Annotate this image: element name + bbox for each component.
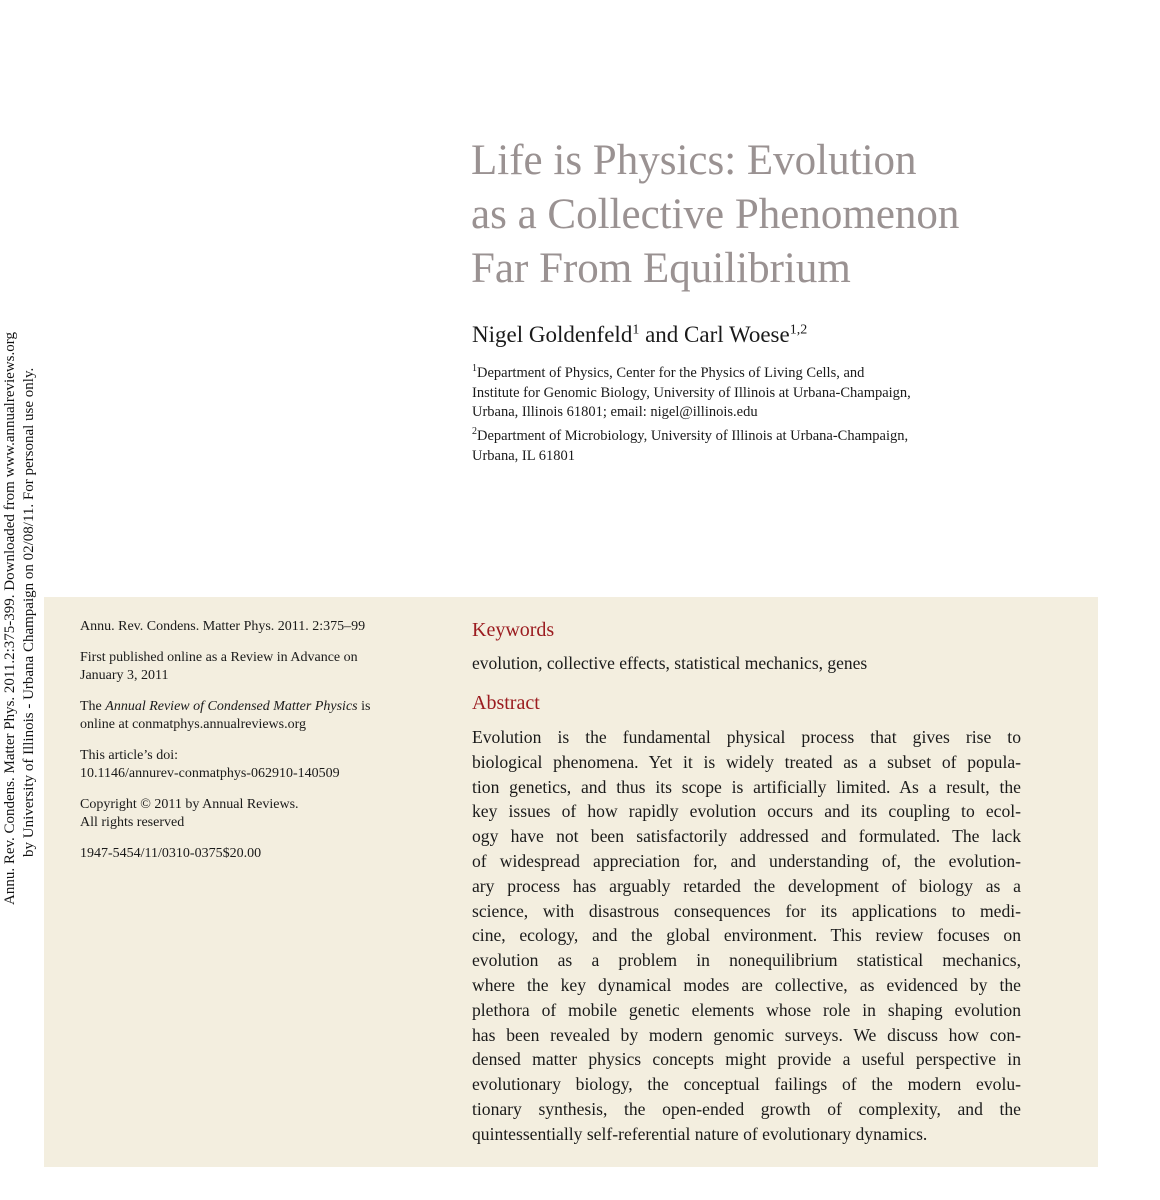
author-woese: Carl Woese — [684, 322, 790, 347]
abstract-heading: Abstract — [472, 692, 540, 714]
journal-info — [80, 698, 420, 735]
abstract-line: ary process has arguably retarded the development of biology as a — [472, 875, 1021, 896]
affiliation-2-line-2: Urbana, IL 61801 — [472, 447, 575, 464]
copyright-line-1: Copyright © 2011 by Annual Reviews. — [80, 796, 299, 812]
abstract-line: biological phenomena. Yet it is widely treated as a subset of popula- — [472, 751, 1021, 772]
affiliation-2-text-1: Department of Microbiology, University of Illinois at Urbana-Champaign, — [477, 428, 909, 444]
abstract-line: ogy have not been satisfactorily addressed and formulated. The lack — [472, 826, 1021, 847]
affiliation-2-line-1 — [472, 427, 992, 447]
abstract-line: tionary synthesis, the open-ended growth of complexity, and the — [472, 1098, 1021, 1119]
download-notice-line-1: Annu. Rev. Condens. Matter Phys. 2011.2:375-399. Downloaded from www.annualreviews.org — [2, 332, 18, 905]
abstract-line: densed matter physics concepts might provide a useful perspective in — [472, 1049, 1021, 1070]
download-notice — [0, 0, 44, 1200]
doi-value: 10.1146/annurev-conmatphys-062910-140509 — [80, 766, 340, 781]
affiliation-1-marker: 1 — [472, 363, 477, 375]
copyright — [80, 796, 420, 833]
journal-suffix: is — [357, 698, 371, 714]
title-line-3: Far From Equilibrium — [471, 245, 851, 292]
citation — [80, 618, 420, 637]
article-title — [471, 134, 1071, 296]
journal-info-line-1 — [80, 698, 420, 717]
publication-date-line-1: First published online as a Review in Advance on — [80, 649, 358, 665]
abstract-line: science, with disastrous consequences for its applications to medi- — [472, 900, 1021, 921]
abstract-text — [472, 725, 1021, 1147]
affiliation-2-marker: 2 — [472, 426, 477, 438]
issn — [80, 845, 420, 864]
citation-text: Annu. Rev. Condens. Matter Phys. 2011. 2:375–99 — [80, 619, 366, 634]
author-conjunction: and — [639, 322, 685, 347]
affiliation-1-line-3: Urbana, Illinois 61801; email: nigel@illinois.edu — [472, 404, 758, 420]
copyright-line-2: All rights reserved — [80, 815, 185, 830]
abstract-line: quintessentially self-referential nature of evolutionary dynamics. — [472, 1123, 928, 1144]
journal-prefix: The — [80, 698, 106, 714]
issn-text: 1947-5454/11/0310-0375$20.00 — [80, 845, 262, 861]
abstract-line: Evolution is the fundamental physical process that gives rise to — [472, 727, 1021, 747]
affiliation-1-line-1 — [472, 364, 992, 384]
affiliation-1 — [472, 364, 992, 423]
abstract-line: of widespread appreciation for, and understanding of, the evolution- — [472, 850, 1021, 871]
abstract-line: plethora of mobile genetic elements whose role in shaping evolution — [472, 999, 1021, 1020]
keywords-heading: Keywords — [472, 619, 555, 641]
author-woese-affil: 1,2 — [789, 322, 808, 338]
download-notice-line-2: by University of Illinois - Urbana Champaign on 02/08/11. For personal use only. — [21, 367, 37, 857]
affiliation-1-text-1: Department of Physics, Center for the Physics of Living Cells, and — [477, 365, 865, 381]
abstract-line: cine, ecology, and the global environment. This review focuses on — [472, 925, 1021, 946]
keywords-text: evolution, collective effects, statistical mechanics, genes — [472, 653, 868, 673]
publication-metadata — [80, 618, 420, 875]
affiliation-1-line-2: Institute for Genomic Biology, University of Illinois at Urbana-Champaign, — [472, 384, 911, 401]
title-line-1: Life is Physics: Evolution — [471, 137, 917, 184]
abstract-line: has been revealed by modern genomic surveys. We discuss how con- — [472, 1024, 1021, 1045]
abstract-line: tion genetics, and thus its scope is artificially limited. As a result, the — [472, 776, 1021, 797]
journal-name: Annual Review of Condensed Matter Physics — [105, 698, 358, 714]
abstract-line: key issues of how rapidly evolution occurs and its coupling to ecol- — [472, 801, 1021, 822]
abstract-line: evolution as a problem in nonequilibrium statistical mechanics, — [472, 950, 1021, 971]
journal-url: online at conmatphys.annualreviews.org — [80, 717, 307, 732]
doi-block — [80, 747, 420, 784]
abstract-line: where the key dynamical modes are collective, as evidenced by the — [472, 974, 1021, 995]
author-goldenfeld: Nigel Goldenfeld — [472, 322, 633, 347]
affiliation-2 — [472, 427, 992, 466]
publication-date-line-2: January 3, 2011 — [80, 668, 169, 683]
author-list — [472, 320, 807, 350]
doi-label: This article’s doi: — [80, 747, 178, 763]
abstract-line: evolutionary biology, the conceptual failings of the modern evolu- — [472, 1074, 1021, 1095]
title-line-2: as a Collective Phenomenon — [471, 191, 960, 238]
publication-date — [80, 649, 420, 686]
author-goldenfeld-affil: 1 — [632, 322, 640, 338]
